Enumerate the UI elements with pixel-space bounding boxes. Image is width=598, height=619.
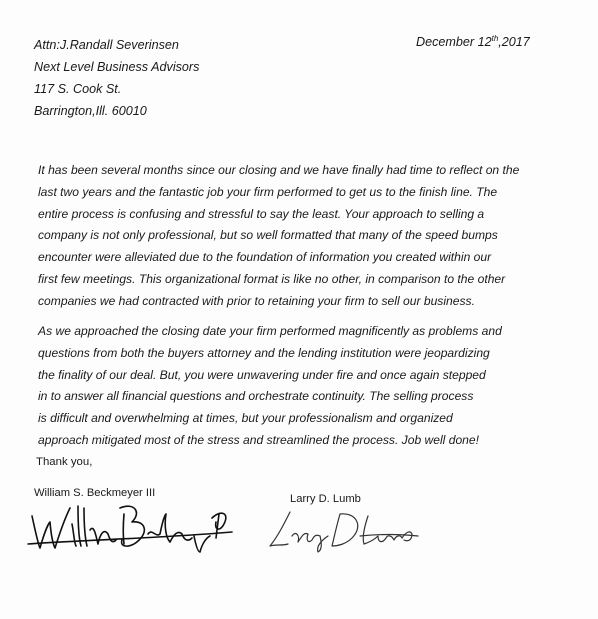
- signer-name-lumb: Larry D. Lumb: [290, 493, 361, 505]
- paragraph-line: company is not only professional, but so well formatted that many of the speed bumps: [38, 228, 498, 243]
- address-line-street: 117 S. Cook St.: [34, 82, 122, 96]
- paragraph-line: in to answer all financial questions and orchestrate continuity. The selling process: [38, 389, 474, 404]
- paragraph-line: is difficult and overwhelming at times, but your professionalism and organized: [38, 411, 453, 426]
- paragraph-line: the finality of our deal. But, you were unwavering under fire and once again stepped: [38, 367, 486, 382]
- body-paragraph-1: [38, 160, 519, 313]
- paragraph-line: approach mitigated most of the stress and streamlined the process. Job well done!: [38, 432, 479, 447]
- paragraph-line: first few meetings. This organizational format is like no other, in comparison to the other: [38, 271, 506, 286]
- signature-lumb: [260, 506, 420, 554]
- recipient-address: [34, 34, 199, 122]
- paragraph-line: questions from both the buyers attorney and the lending institution were jeopardizing: [38, 345, 490, 360]
- closing-salutation: Thank you,: [36, 456, 93, 468]
- address-line-city: Barrington,Ill. 60010: [34, 104, 147, 118]
- address-line-attn: Attn:J.Randall Severinsen: [34, 38, 179, 52]
- date-suffix: th: [491, 33, 499, 43]
- body-paragraph-2: [38, 321, 502, 452]
- letter-date: [416, 35, 530, 49]
- paragraph-line: It has been several months since our closing and we have finally had time to reflect on the: [38, 163, 520, 177]
- paragraph-line: encounter were alleviated due to the foundation of information you created within our: [38, 250, 492, 265]
- signature-beckmeyer: [24, 494, 234, 556]
- paragraph-line: companies we had contracted with prior to retaining your firm to sell our business.: [38, 293, 475, 308]
- paragraph-line: entire process is confusing and stressful to say the least. Your approach to selling a: [38, 206, 485, 221]
- paragraph-line: As we approached the closing date your firm performed magnificently as problems and: [38, 324, 502, 338]
- signer-name-beckmeyer: William S. Beckmeyer III: [34, 487, 156, 499]
- date-prefix: December 12: [416, 35, 492, 49]
- paragraph-line: last two years and the fantastic job your firm performed to get us to the finish line. The: [38, 184, 498, 199]
- address-line-company: Next Level Business Advisors: [34, 60, 200, 74]
- date-year: ,2017: [498, 35, 530, 49]
